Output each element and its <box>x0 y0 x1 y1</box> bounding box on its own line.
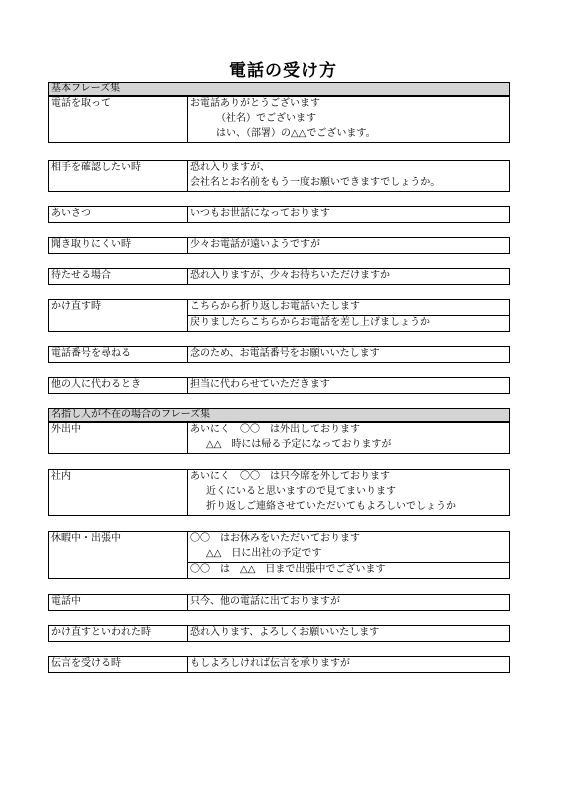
phrase-label: 外出中 <box>49 423 188 454</box>
phrase-line: こちらから折り返しお電話いたします <box>188 300 510 316</box>
phrase-line: 〇〇 はお休みをいただいております <box>188 532 510 548</box>
phrase-label: 聞き取りにくい時 <box>49 238 188 254</box>
phrase-line: 戻りましたらこちらからお電話を差し上げましょうか <box>188 316 510 332</box>
phrase-label: 休暇中・出張中 <box>49 532 188 579</box>
phrase-label: かけ直す時 <box>49 300 188 332</box>
phrase-group-call-back <box>48 299 510 332</box>
phrase-group-in-office <box>48 469 510 516</box>
phrase-line: はい、（部署）の△△でございます。 <box>188 127 510 143</box>
phrase-line: あいにく 〇〇 は外出しております <box>188 423 510 439</box>
phrase-line: いつもお世話になっております <box>188 207 510 223</box>
phrase-line: 会社名とお名前をもう一度お願いできますでしょうか。 <box>188 176 510 192</box>
phrase-line: 少々お電話が遠いようですが <box>188 238 510 254</box>
phrase-group-confirm-caller <box>48 160 510 192</box>
phrase-line: △△ 時には帰る予定になっておりますが <box>188 438 510 454</box>
phrase-line: （社名）でございます <box>188 112 510 127</box>
phrase-line: 恐れ入りますが、 <box>188 161 510 177</box>
phrase-group-will-call-back <box>48 625 510 642</box>
phrase-group-out <box>48 422 510 454</box>
phrase-label: 電話番号を尋ねる <box>49 347 188 363</box>
phrase-label: 電話を取って <box>49 97 188 143</box>
phrase-label: 電話中 <box>49 595 188 611</box>
phrase-line: 恐れ入ります、よろしくお願いいたします <box>188 626 510 642</box>
phrase-line: あいにく 〇〇 は只今席を外しております <box>188 470 510 486</box>
page-title: 電話の受け方 <box>229 61 337 81</box>
phrase-label: 社内 <box>49 470 188 516</box>
phrase-line: 折り返しご連絡させていただいてもよろしいでしょうか <box>188 500 510 516</box>
phrase-group-ask-number <box>48 346 510 363</box>
phrase-line: 〇〇 は △△ 日まで出張中でございます <box>188 563 510 579</box>
phrase-group-hard-to-hear <box>48 237 510 254</box>
phrase-label: 他の人に代わるとき <box>49 378 188 394</box>
phrase-line: 近くにいると思いますので見てまいります <box>188 485 510 500</box>
phrase-label: 相手を確認したい時 <box>49 161 188 192</box>
phrase-group-take-message <box>48 656 510 673</box>
phrase-group-answer <box>48 96 510 143</box>
phrase-label: かけ直すといわれた時 <box>49 626 188 642</box>
phrase-label: 伝言を受ける時 <box>49 657 188 673</box>
phrase-line: もしよろしければ伝言を承りますが <box>188 657 510 673</box>
section-heading-basic: 基本フレーズ集 <box>48 82 510 96</box>
phrase-label: あいさつ <box>49 207 188 223</box>
phrase-group-on-phone <box>48 594 510 611</box>
phrase-group-greeting <box>48 206 510 223</box>
phrase-group-vacation-trip <box>48 531 510 579</box>
phrase-line: △△ 日に出社の予定です <box>188 547 510 563</box>
phrase-group-hold <box>48 268 510 285</box>
phrase-line: お電話ありがとうございます <box>188 97 510 113</box>
phrase-group-transfer <box>48 377 510 394</box>
phrase-line: 担当に代わらせていただきます <box>188 378 510 394</box>
phrase-line: 念のため、お電話番号をお願いいたします <box>188 347 510 363</box>
section-heading-absent: 名指し人が不在の場合のフレーズ集 <box>48 408 510 422</box>
phrase-line: 只今、他の電話に出ておりますが <box>188 595 510 611</box>
phrase-label: 待たせる場合 <box>49 269 188 285</box>
phrase-line: 恐れ入りますが、少々お待ちいただけますか <box>188 269 510 285</box>
